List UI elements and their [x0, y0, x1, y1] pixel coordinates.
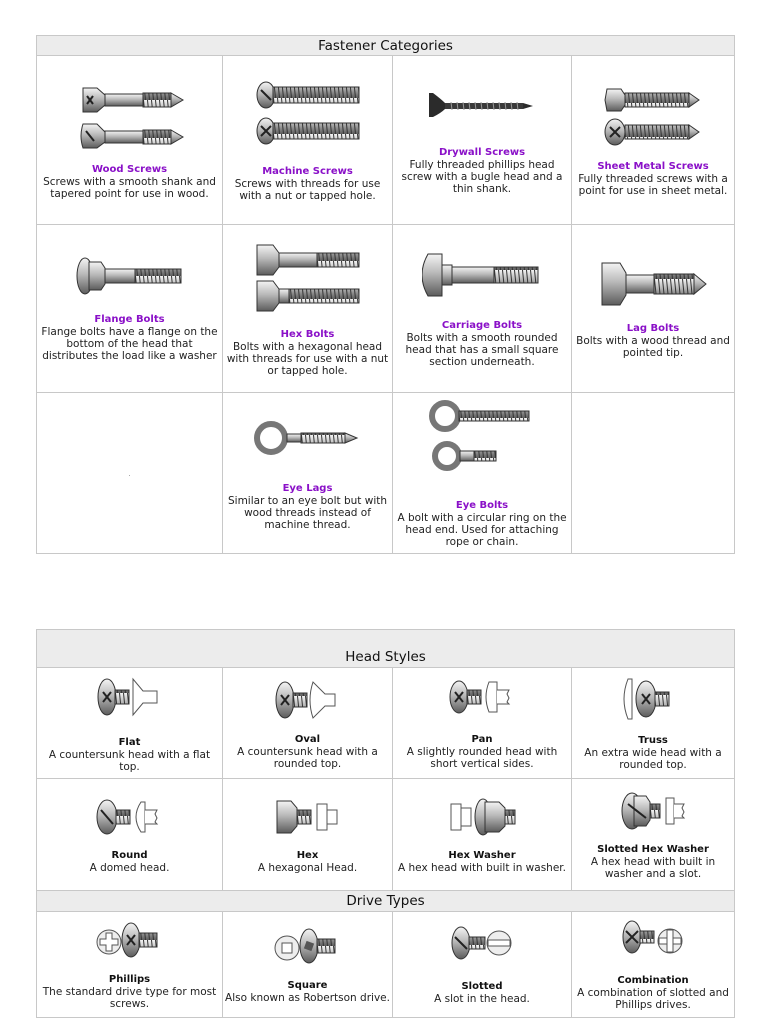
hex-bolts-title: Hex Bolts: [280, 328, 335, 340]
slotted-desc: A slot in the head.: [434, 992, 530, 1005]
hex-head-icon: [273, 796, 343, 838]
head-cell-hex: [223, 779, 393, 891]
hex-washer-title: Hex Washer: [448, 849, 516, 861]
head-cell-flat: [37, 668, 223, 779]
round-title: Round: [111, 849, 148, 861]
carriage-bolts-desc: Bolts with a smooth rounded head that has a small square section underneath.: [405, 331, 559, 368]
drive-cell-slotted: [393, 912, 572, 1018]
flange-bolts-title: Flange Bolts: [94, 313, 165, 325]
fastener-cell-wood-screws: [37, 56, 223, 225]
sheet-metal-screw-icon: [603, 83, 703, 149]
pan-title: Pan: [471, 734, 493, 745]
head-cell-round: [37, 779, 223, 891]
slotted-hex-washer-head-icon: [618, 790, 688, 832]
oval-desc: A countersunk head with a rounded top.: [237, 746, 378, 770]
fastener-cell-blank: [572, 393, 735, 554]
drywall-screws-title: Drywall Screws: [438, 147, 526, 158]
fastener-cell-machine-screws: [223, 56, 393, 225]
truss-title: Truss: [638, 735, 668, 746]
oval-head-icon: [273, 676, 343, 724]
fastener-cell-hex-bolts: [223, 225, 393, 393]
phillips-desc: The standard drive type for most screws.: [42, 985, 217, 1010]
fastener-categories-title: Fastener Categories: [37, 36, 735, 56]
flat-title: Flat: [118, 737, 141, 748]
round-head-icon: [95, 796, 165, 838]
fastener-cell-eye-lags: [223, 393, 393, 554]
machine-screw-icon: [253, 78, 363, 148]
hex-title: Hex: [296, 849, 319, 861]
eye-lag-icon: [253, 415, 363, 461]
head-styles-title: Head Styles: [37, 630, 735, 668]
square-desc: Also known as Robertson drive.: [225, 991, 390, 1004]
wood-screws-title: Wood Screws: [91, 164, 168, 175]
hex-desc: A hexagonal Head.: [257, 861, 358, 874]
head-cell-hex-washer: [393, 779, 572, 891]
pan-head-icon: [447, 676, 517, 718]
head-cell-slotted-hex-washer: [572, 779, 735, 891]
flange-bolt-icon: [75, 256, 185, 296]
head-cell-pan: [393, 668, 572, 779]
machine-screws-title: Machine Screws: [262, 166, 353, 177]
fastener-cell-eye-bolts: [393, 393, 572, 554]
truss-desc: An extra wide head with a rounded top.: [584, 747, 722, 771]
combination-desc: A combination of slotted and Phillips drives.: [577, 986, 729, 1011]
slotted-drive-icon: [447, 925, 517, 965]
lag-bolt-icon: [598, 259, 708, 309]
carriage-bolts-title: Carriage Bolts: [441, 319, 523, 331]
pan-desc: A slightly rounded head with short vertical sides.: [406, 746, 558, 770]
machine-screws-desc: Screws with threads for use with a nut or tapped hole.: [234, 178, 381, 202]
eye-lags-title: Eye Lags: [282, 483, 333, 494]
fastener-cell-drywall-screws: [393, 56, 572, 225]
fastener-cell-empty: [37, 393, 223, 554]
eye-lags-desc: Similar to an eye bolt but with wood threads instead of machine thread.: [227, 495, 388, 531]
sheet-metal-screws-title: Sheet Metal Screws: [597, 161, 709, 172]
fastener-cell-sheet-metal-screws: [572, 56, 735, 225]
oval-title: Oval: [294, 734, 321, 745]
lag-bolts-desc: Bolts with a wood thread and pointed tip.: [576, 334, 730, 359]
drive-cell-square: [223, 912, 393, 1018]
truss-head-icon: [618, 675, 688, 723]
combination-title: Combination: [617, 974, 689, 986]
hex-bolt-icon: [253, 241, 363, 315]
phillips-title: Phillips: [108, 973, 151, 985]
hex-washer-head-icon: [447, 796, 517, 838]
fastener-cell-flange-bolts: [37, 225, 223, 393]
slotted-hex-washer-title: Slotted Hex Washer: [597, 843, 709, 855]
combination-drive-icon: [618, 919, 688, 959]
eye-bolts-desc: A bolt with a circular ring on the head end. Used for attaching rope or chain.: [397, 512, 567, 548]
phillips-drive-icon: [95, 920, 165, 960]
flat-desc: A countersunk head with a flat top.: [48, 749, 211, 773]
hex-bolts-desc: Bolts with a hexagonal head with threads for use with a nut or tapped hole.: [226, 340, 389, 377]
lag-bolts-title: Lag Bolts: [626, 322, 680, 334]
slotted-title: Slotted: [461, 980, 503, 992]
drive-types-title: Drive Types: [37, 891, 735, 912]
eye-bolts-title: Eye Bolts: [455, 500, 509, 511]
drywall-screw-icon: [427, 85, 537, 125]
fastener-cell-lag-bolts: [572, 225, 735, 393]
hex-washer-desc: A hex head with built in washer.: [398, 861, 566, 874]
fastener-categories-table: [36, 35, 735, 554]
eye-bolt-icon: [427, 398, 537, 478]
carriage-bolt-icon: [422, 250, 542, 300]
head-drive-table: [36, 629, 735, 1018]
drywall-screws-desc: Fully threaded phillips head screw with a bugle head and a thin shank.: [401, 159, 563, 195]
head-cell-truss: [572, 668, 735, 779]
empty-cell-mark: .: [128, 468, 131, 478]
head-cell-oval: [223, 668, 393, 779]
wood-screws-desc: Screws with a smooth shank and tapered point for use in wood.: [43, 176, 216, 200]
round-desc: A domed head.: [89, 861, 170, 874]
sheet-metal-screws-desc: Fully threaded screws with a point for use in sheet metal.: [578, 173, 728, 197]
square-drive-icon: [273, 926, 343, 966]
fastener-cell-carriage-bolts: [393, 225, 572, 393]
flat-head-icon: [95, 673, 165, 721]
drive-cell-combination: [572, 912, 735, 1018]
wood-screw-icon: [75, 80, 185, 156]
slotted-hex-washer-desc: A hex head with built in washer and a slot.: [590, 855, 716, 880]
drive-cell-phillips: [37, 912, 223, 1018]
square-title: Square: [287, 979, 328, 991]
flange-bolts-desc: Flange bolts have a flange on the bottom of the head that distributes the load like a washer: [41, 325, 218, 362]
